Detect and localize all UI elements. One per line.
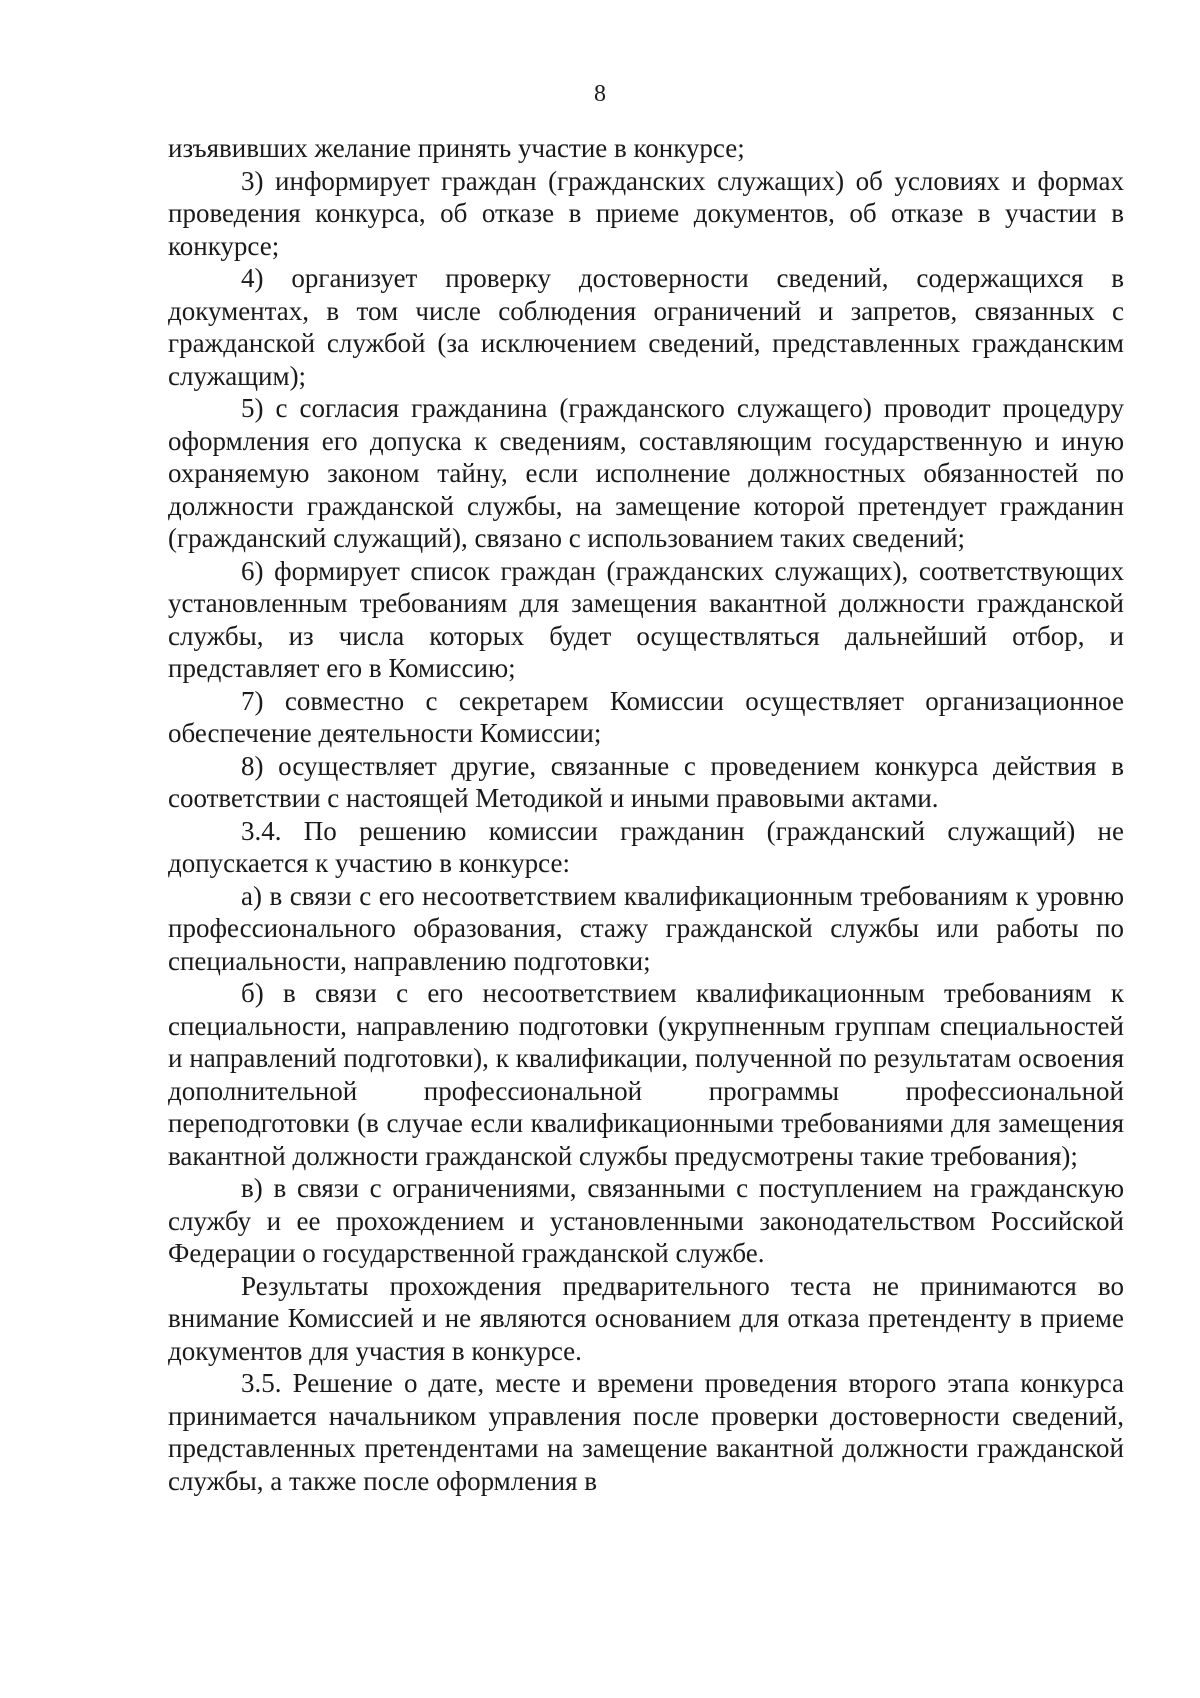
paragraph-test-results: Результаты прохождения предварительного теста не принимаются во внимание Комиссией и не являются основанием для отказа претенденту в приеме документов для участия в конкурсе.	[168, 1270, 1124, 1366]
document-body	[168, 132, 1124, 1497]
paragraph-item-a: а) в связи с его несоответствием квалификационным требованиям к уровню профессионального образования, стажу гражданской службы или работы по специальности, направлению подготовки;	[168, 880, 1124, 976]
paragraph-item-3: 3) информирует граждан (гражданских служащих) об условиях и формах проведения конкурса, об отказе в приеме документов, об отказе в участии в конкурсе;	[168, 165, 1124, 261]
paragraph-item-6: 6) формирует список граждан (гражданских служащих), соответствующих установленным требованиям для замещения вакантной должности гражданской службы, из числа которых будет осуществляться дальнейший отбор, и представляет его в Комиссию;	[168, 555, 1124, 683]
paragraph-continuation: изъявивших желание принять участие в конкурсе;	[168, 133, 745, 163]
paragraph-item-5: 5) с согласия гражданина (гражданского служащего) проводит процедуру оформления его допуска к сведениям, составляющим государственную и иную охраняемую законом тайну, если исполнение должностных обязанностей по должности гражданской службы, на замещение которой претендует гражданин (гражданский служащий), связано с использованием таких сведений;	[168, 393, 1124, 553]
paragraph-section-3-5: 3.5. Решение о дате, месте и времени проведения второго этапа конкурса принимается начальником управления после проверки достоверности сведений, представленных претендентами на замещение вакантной должности гражданской службы, а также после оформления в	[168, 1368, 1124, 1496]
paragraph-item-b: б) в связи с его несоответствием квалификационным требованиям к специальности, направлению подготовки (укрупненным группам специальностей и направлений подготовки), к квалификации, полученной по результатам освоения дополнительной профессиональной программы профессиональной переподготовки (в случае если квалификационными требованиями для замещения вакантной должности гражданской службы предусмотрены такие требования);	[168, 978, 1124, 1171]
paragraph-item-7: 7) совместно с секретарем Комиссии осуществляет организационное обеспечение деятельности Комиссии;	[168, 685, 1124, 748]
paragraph-item-4: 4) организует проверку достоверности сведений, содержащихся в документах, в том числе соблюдения ограничений и запретов, связанных с гражданской службой (за исключением сведений, представленных гражданским служащим);	[168, 263, 1124, 391]
page-number: 8	[594, 81, 606, 107]
paragraph-item-8: 8) осуществляет другие, связанные с проведением конкурса действия в соответствии с настоящей Методикой и иными правовыми актами.	[168, 750, 1124, 813]
paragraph-section-3-4: 3.4. По решению комиссии гражданин (гражданский служащий) не допускается к участию в конкурсе:	[168, 815, 1124, 878]
paragraph-item-v: в) в связи с ограничениями, связанными с поступлением на гражданскую службу и ее прохождением и установленными законодательством Российской Федерации о государственной гражданской службе.	[168, 1173, 1124, 1268]
